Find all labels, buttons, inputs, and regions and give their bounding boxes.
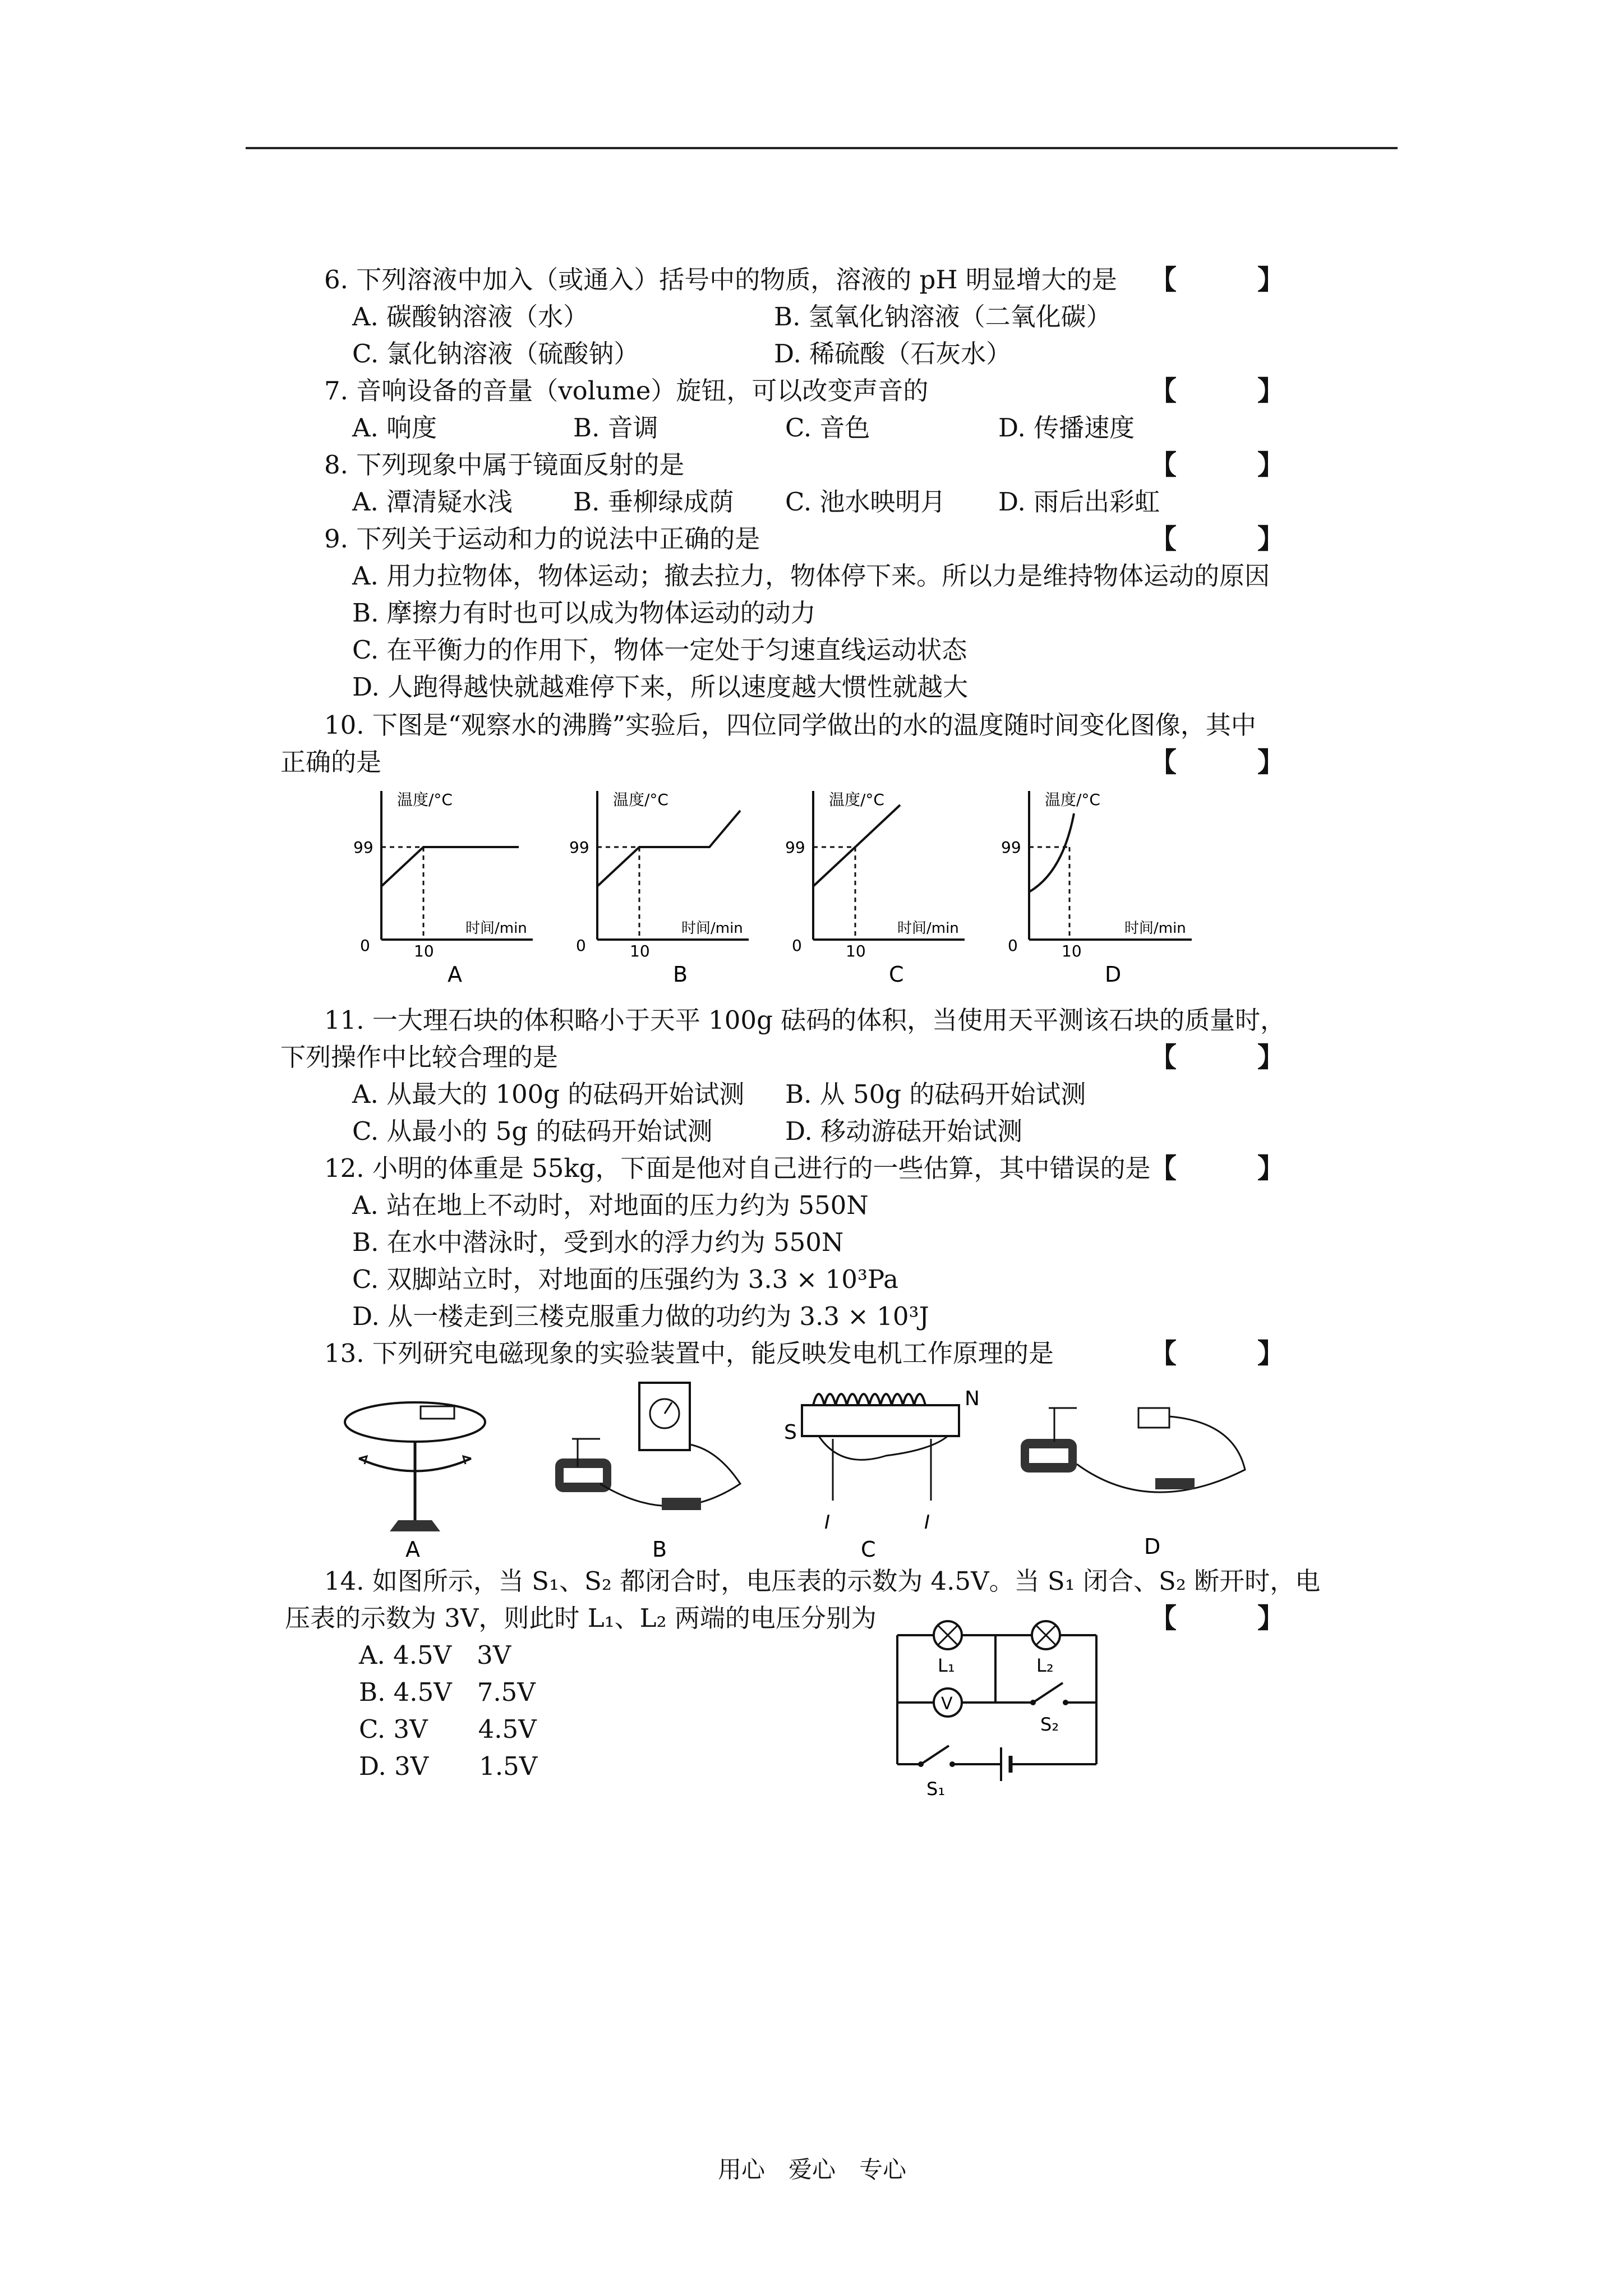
switch-s1-label: S₁ [926,1778,946,1800]
q8-option-b[interactable]: B. 垂柳绿成荫 [573,487,734,517]
q9-option-b[interactable]: B. 摩擦力有时也可以成为物体运动的动力 [352,598,816,628]
q6-option-a[interactable]: A. 碳酸钠溶液（水） [352,302,589,332]
q9-option-a[interactable]: A. 用力拉物体，物体运动；撤去拉力，物体停下来。所以力是维持物体运动的原因 [352,561,1270,591]
graph-c-origin: 0 [792,936,802,955]
q11-option-d[interactable]: D. 移动游砝开始试测 [785,1116,1023,1146]
q11-stem-line2: 下列操作中比较合理的是 [280,1042,559,1072]
graph-d-time-value: 10 [1062,942,1082,960]
graph-c-letter: C [889,962,904,987]
q9-option-c[interactable]: C. 在平衡力的作用下，物体一定处于匀速直线运动状态 [352,635,967,665]
q12-option-a[interactable]: A. 站在地上不动时，对地面的压力约为 550N [352,1190,869,1220]
graph-a-x-label: 时间/min [465,920,527,937]
graph-b-origin: 0 [576,936,586,955]
graph-a-origin: 0 [360,936,370,955]
apparatus-a-letter: A [405,1537,420,1562]
q8-option-c[interactable]: C. 池水映明月 [785,487,946,517]
graph-c-boil-value: 99 [785,838,805,857]
q6-option-b[interactable]: B. 氢氧化钠溶液（二氧化碳） [774,302,1112,332]
graph-a-time-value: 10 [414,942,434,960]
battery [1001,1747,1011,1781]
graph-a-letter: A [448,962,462,987]
q6-stem: 6. 下列溶液中加入（或通入）括号中的物质，溶液的 pH 明显增大的是 [324,265,1117,295]
q7-stem: 7. 音响设备的音量（volume）旋钮，可以改变声音的 [324,376,929,406]
voltmeter[interactable] [934,1688,962,1717]
q13-stem: 13. 下列研究电磁现象的实验装置中，能反映发电机工作原理的是 [324,1338,1054,1368]
q11-option-a[interactable]: A. 从最大的 100g 的砝码开始试测 [352,1079,745,1109]
switch-s2[interactable] [1030,1683,1096,1735]
q9-answer-bracket[interactable]: 【 】 [1150,523,1285,555]
circuit-diagram [886,1610,1110,1812]
q8-option-a[interactable]: A. 潭清疑水浅 [352,487,513,517]
q6-option-d[interactable]: D. 稀硫酸（石灰水） [774,339,1012,369]
apparatus-c[interactable] [784,1387,980,1562]
q6-answer-bracket[interactable]: 【 】 [1150,264,1285,296]
q14-option-b[interactable]: B. 4.5V 7.5V [359,1677,536,1707]
apparatus-c-letter: C [861,1537,876,1562]
lamp-l1-label: L₁ [938,1655,955,1676]
switch-s2-label: S₂ [1040,1714,1059,1735]
lamp-l1[interactable] [934,1621,962,1676]
graph-d[interactable] [1001,790,1192,987]
q12-stem: 12. 小明的体重是 55kg，下面是他对自己进行的一些估算，其中错误的是 [324,1153,1151,1183]
q9-stem: 9. 下列关于运动和力的说法中正确的是 [324,524,760,554]
graph-a[interactable] [353,790,533,987]
graph-b-y-label: 温度/°C [613,790,668,809]
graph-d-boil-value: 99 [1001,838,1021,857]
q11-answer-bracket[interactable]: 【 】 [1150,1042,1285,1073]
graph-c[interactable] [785,790,965,987]
q13-answer-bracket[interactable]: 【 】 [1150,1338,1285,1369]
graph-c-y-label: 温度/°C [829,790,884,809]
apparatus-c-current-left: I [824,1511,831,1534]
q8-answer-bracket[interactable]: 【 】 [1150,449,1285,481]
graph-a-boil-value: 99 [353,838,374,857]
lamp-l2-label: L₂ [1036,1655,1054,1676]
apparatus-b-letter: B [652,1537,667,1562]
graph-b[interactable] [569,790,749,987]
q14-option-c[interactable]: C. 3V 4.5V [359,1714,537,1744]
q14-stem-line1: 14. 如图所示，当 S₁、S₂ 都闭合时，电压表的示数为 4.5V。当 S₁ 闭合、S₂ 断开时，电 [324,1566,1321,1596]
q8-stem: 8. 下列现象中属于镜面反射的是 [324,450,685,480]
header-rule [246,147,1398,149]
apparatus-c-s-label: S [784,1421,797,1444]
apparatus-d-letter: D [1144,1534,1161,1559]
q7-option-d[interactable]: D. 传播速度 [998,413,1135,443]
q12-option-b[interactable]: B. 在水中潜泳时，受到水的浮力约为 550N [352,1227,844,1257]
voltmeter-label: V [941,1694,953,1714]
q12-option-c[interactable]: C. 双脚站立时，对地面的压强约为 3.3 × 10³Pa [352,1264,899,1294]
q7-option-b[interactable]: B. 音调 [573,413,658,443]
q14-stem-line2: 压表的示数为 3V，则此时 L₁、L₂ 两端的电压分别为 [285,1603,877,1633]
graph-c-x-label: 时间/min [897,920,959,937]
graph-b-letter: B [673,962,688,987]
q10-stem-line1: 10. 下图是“观察水的沸腾”实验后，四位同学做出的水的温度随时间变化图像，其中 [324,710,1256,740]
graph-d-origin: 0 [1008,936,1018,955]
q7-answer-bracket[interactable]: 【 】 [1150,375,1285,407]
graph-b-x-label: 时间/min [681,920,743,937]
graph-d-y-label: 温度/°C [1045,790,1100,809]
q7-option-c[interactable]: C. 音色 [785,413,870,443]
graph-d-letter: D [1105,962,1122,987]
apparatus-d[interactable] [1021,1408,1245,1559]
graph-c-time-value: 10 [846,942,866,960]
apparatus-b[interactable] [555,1383,740,1562]
q11-option-c[interactable]: C. 从最小的 5g 的砝码开始试测 [352,1116,713,1146]
electromagnetism-apparatus-figure [336,1372,1290,1565]
apparatus-c-n-label: N [965,1387,980,1410]
graph-b-time-value: 10 [630,942,650,960]
q14-option-a[interactable]: A. 4.5V 3V [359,1640,511,1670]
q12-option-d[interactable]: D. 从一楼走到三楼克服重力做的功约为 3.3 × 10³J [352,1301,929,1331]
q12-answer-bracket[interactable]: 【 】 [1150,1153,1285,1184]
q7-option-a[interactable]: A. 响度 [352,413,437,443]
graph-a-y-label: 温度/°C [397,790,453,809]
boiling-graphs-figure [314,783,1234,996]
q10-stem-line2: 正确的是 [280,747,382,777]
q8-option-d[interactable]: D. 雨后出彩虹 [998,487,1160,517]
graph-b-boil-value: 99 [569,838,589,857]
q10-answer-bracket[interactable]: 【 】 [1150,747,1285,778]
q11-stem-line1: 11. 一大理石块的体积略小于天平 100g 砝码的体积，当使用天平测该石块的质量时， [324,1005,1286,1035]
graph-d-x-label: 时间/min [1124,920,1186,937]
apparatus-c-current-right: I [924,1511,930,1534]
q9-option-d[interactable]: D. 人跑得越快就越难停下来，所以速度越大惯性就越大 [352,672,969,702]
apparatus-a[interactable] [345,1402,485,1562]
lamp-l2[interactable] [1032,1621,1060,1676]
q6-option-c[interactable]: C. 氯化钠溶液（硫酸钠） [352,339,639,369]
q14-option-d[interactable]: D. 3V 1.5V [359,1751,538,1781]
q11-option-b[interactable]: B. 从 50g 的砝码开始试测 [785,1079,1086,1109]
q14-answer-bracket[interactable]: 【 】 [1150,1603,1285,1634]
page-footer: 用心 爱心 专心 [718,2156,907,2183]
switch-s1[interactable] [918,1746,955,1800]
